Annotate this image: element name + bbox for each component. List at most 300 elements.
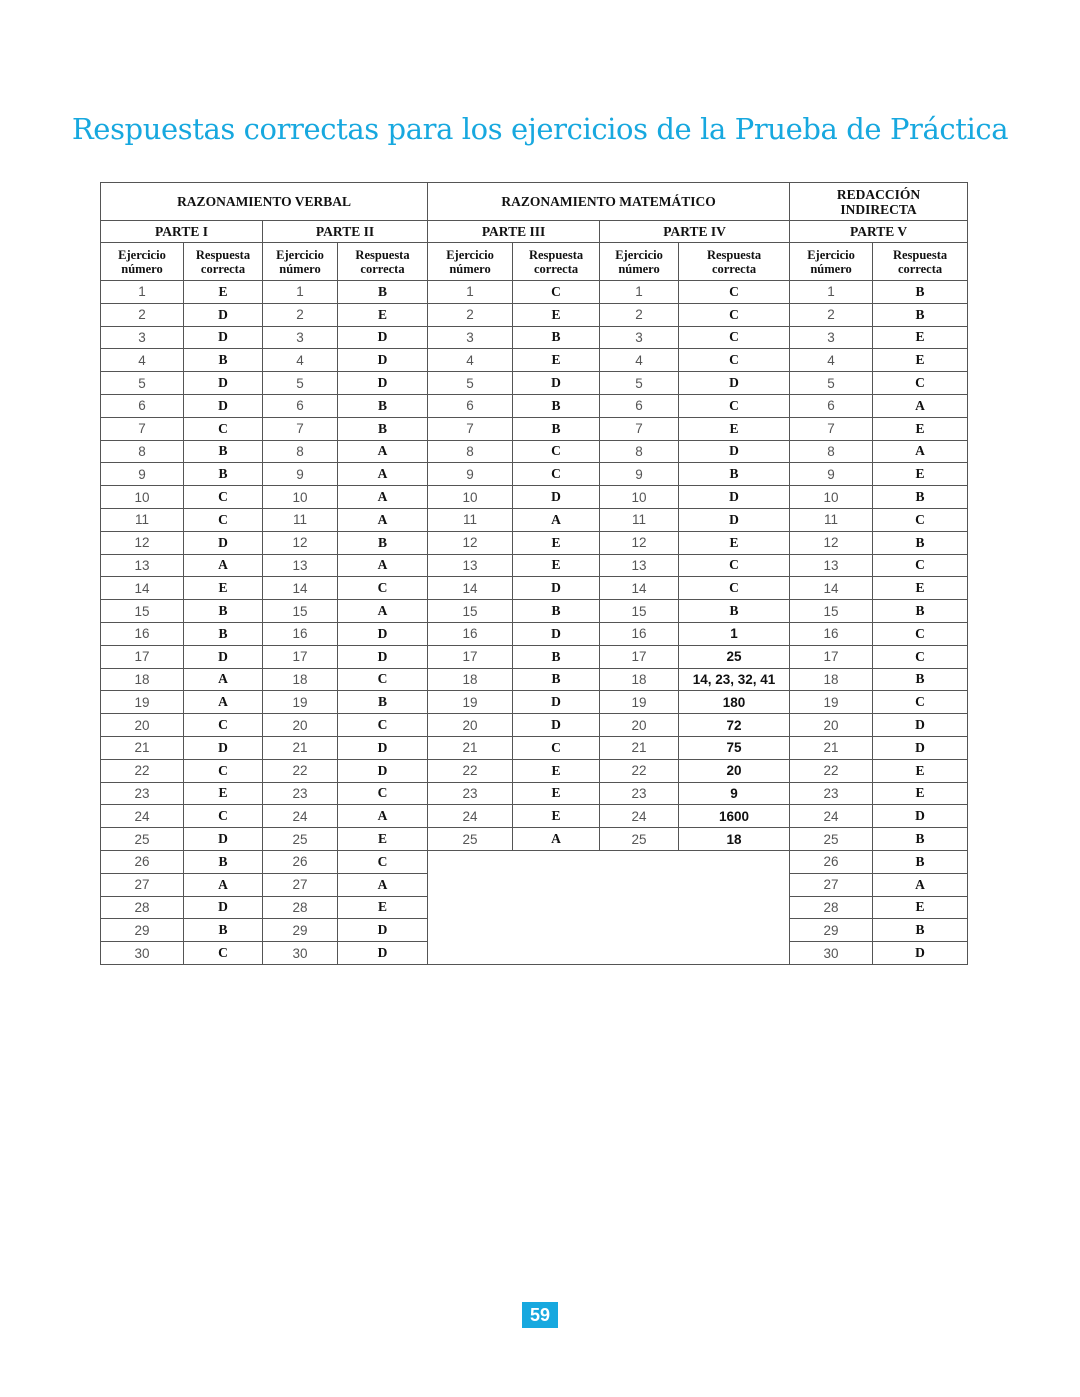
exercise-number: 2 xyxy=(600,303,679,326)
exercise-number: 19 xyxy=(600,691,679,714)
table-row xyxy=(101,668,968,691)
correct-answer: C xyxy=(873,508,968,531)
correct-answer: E xyxy=(513,759,600,782)
exercise-number: 29 xyxy=(790,919,873,942)
exercise-number: 3 xyxy=(263,326,338,349)
table-row xyxy=(101,600,968,623)
correct-answer: A xyxy=(338,440,428,463)
correct-answer: C xyxy=(873,645,968,668)
exercise-number: 27 xyxy=(263,873,338,896)
exercise-number: 9 xyxy=(790,463,873,486)
correct-answer: C xyxy=(679,394,790,417)
exercise-number: 18 xyxy=(790,668,873,691)
table-row xyxy=(101,486,968,509)
correct-answer: D xyxy=(513,372,600,395)
exercise-number: 25 xyxy=(790,828,873,851)
correct-answer: C xyxy=(513,463,600,486)
exercise-number: 15 xyxy=(790,600,873,623)
table-row xyxy=(101,645,968,668)
column-header-correct-answer: Respuesta correcta xyxy=(513,243,600,281)
exercise-number: 24 xyxy=(790,805,873,828)
exercise-number: 30 xyxy=(101,942,184,965)
part-header-3: PARTE III xyxy=(428,221,600,243)
exercise-number: 22 xyxy=(428,759,513,782)
exercise-number: 22 xyxy=(600,759,679,782)
correct-answer: D xyxy=(513,622,600,645)
exercise-number: 19 xyxy=(263,691,338,714)
correct-answer: D xyxy=(184,303,263,326)
exercise-number: 5 xyxy=(600,372,679,395)
correct-answer: C xyxy=(679,303,790,326)
correct-answer: B xyxy=(338,691,428,714)
correct-answer: C xyxy=(338,782,428,805)
correct-answer: D xyxy=(184,896,263,919)
exercise-number: 5 xyxy=(263,372,338,395)
exercise-number: 14 xyxy=(428,577,513,600)
exercise-number: 25 xyxy=(263,828,338,851)
exercise-number: 7 xyxy=(790,417,873,440)
correct-answer: A xyxy=(873,394,968,417)
exercise-number: 28 xyxy=(101,896,184,919)
correct-answer: B xyxy=(338,531,428,554)
column-header-exercise-number: Ejercicio número xyxy=(428,243,513,281)
exercise-number: 9 xyxy=(600,463,679,486)
exercise-number: 25 xyxy=(600,828,679,851)
exercise-number: 6 xyxy=(101,394,184,417)
correct-answer: E xyxy=(513,303,600,326)
correct-answer: B xyxy=(513,668,600,691)
correct-answer: A xyxy=(184,554,263,577)
exercise-number: 22 xyxy=(101,759,184,782)
correct-answer: B xyxy=(184,440,263,463)
exercise-number: 13 xyxy=(600,554,679,577)
exercise-number: 10 xyxy=(263,486,338,509)
exercise-number: 26 xyxy=(263,850,338,873)
column-header-correct-answer: Respuesta correcta xyxy=(873,243,968,281)
correct-answer: E xyxy=(873,759,968,782)
correct-answer: C xyxy=(679,349,790,372)
column-header-row xyxy=(101,243,968,281)
correct-answer: C xyxy=(873,622,968,645)
exercise-number: 9 xyxy=(101,463,184,486)
exercise-number: 7 xyxy=(600,417,679,440)
table-row xyxy=(101,714,968,737)
column-header-correct-answer: Respuesta correcta xyxy=(338,243,428,281)
correct-answer: 9 xyxy=(679,782,790,805)
exercise-number: 28 xyxy=(790,896,873,919)
correct-answer: E xyxy=(513,349,600,372)
correct-answer: C xyxy=(184,417,263,440)
exercise-number: 3 xyxy=(101,326,184,349)
exercise-number: 10 xyxy=(428,486,513,509)
group-header-math: RAZONAMIENTO MATEMÁTICO xyxy=(428,183,790,221)
correct-answer: B xyxy=(873,531,968,554)
exercise-number: 4 xyxy=(790,349,873,372)
exercise-number: 17 xyxy=(101,645,184,668)
exercise-number: 15 xyxy=(428,600,513,623)
exercise-number: 1 xyxy=(428,281,513,304)
exercise-number: 1 xyxy=(600,281,679,304)
exercise-number: 14 xyxy=(790,577,873,600)
correct-answer: C xyxy=(338,577,428,600)
column-header-exercise-number: Ejercicio número xyxy=(263,243,338,281)
correct-answer: 14, 23, 32, 41 xyxy=(679,668,790,691)
column-header-exercise-number: Ejercicio número xyxy=(600,243,679,281)
correct-answer: B xyxy=(873,850,968,873)
exercise-number: 30 xyxy=(790,942,873,965)
table-row xyxy=(101,782,968,805)
exercise-number: 27 xyxy=(101,873,184,896)
exercise-number: 12 xyxy=(428,531,513,554)
exercise-number: 6 xyxy=(600,394,679,417)
table-row xyxy=(101,691,968,714)
correct-answer: C xyxy=(679,281,790,304)
exercise-number: 25 xyxy=(428,828,513,851)
correct-answer: D xyxy=(679,486,790,509)
exercise-number: 21 xyxy=(790,736,873,759)
exercise-number: 13 xyxy=(263,554,338,577)
exercise-number: 20 xyxy=(790,714,873,737)
exercise-number: 24 xyxy=(101,805,184,828)
column-header-exercise-number: Ejercicio número xyxy=(790,243,873,281)
exercise-number: 18 xyxy=(428,668,513,691)
exercise-number: 9 xyxy=(428,463,513,486)
exercise-number: 2 xyxy=(790,303,873,326)
column-header-exercise-number: Ejercicio número xyxy=(101,243,184,281)
correct-answer: D xyxy=(513,714,600,737)
exercise-number: 7 xyxy=(101,417,184,440)
correct-answer: B xyxy=(338,281,428,304)
exercise-number: 14 xyxy=(101,577,184,600)
correct-answer: 72 xyxy=(679,714,790,737)
correct-answer: B xyxy=(184,463,263,486)
exercise-number: 26 xyxy=(790,850,873,873)
exercise-number: 3 xyxy=(790,326,873,349)
correct-answer: E xyxy=(679,531,790,554)
table-row xyxy=(101,850,968,873)
exercise-number: 23 xyxy=(263,782,338,805)
exercise-number: 3 xyxy=(600,326,679,349)
exercise-number: 19 xyxy=(101,691,184,714)
correct-answer: A xyxy=(338,805,428,828)
correct-answer: D xyxy=(679,440,790,463)
correct-answer: C xyxy=(338,850,428,873)
correct-answer: B xyxy=(338,417,428,440)
correct-answer: D xyxy=(338,349,428,372)
exercise-number: 11 xyxy=(790,508,873,531)
correct-answer: E xyxy=(873,463,968,486)
correct-answer: D xyxy=(184,394,263,417)
correct-answer: D xyxy=(338,645,428,668)
exercise-number: 18 xyxy=(263,668,338,691)
part-header-5: PARTE V xyxy=(790,221,968,243)
table-row xyxy=(101,372,968,395)
exercise-number: 28 xyxy=(263,896,338,919)
group-header-verbal: RAZONAMIENTO VERBAL xyxy=(101,183,428,221)
correct-answer: B xyxy=(873,600,968,623)
correct-answer: E xyxy=(873,782,968,805)
correct-answer: E xyxy=(338,828,428,851)
table-row xyxy=(101,326,968,349)
exercise-number: 9 xyxy=(263,463,338,486)
correct-answer: C xyxy=(338,668,428,691)
exercise-number: 26 xyxy=(101,850,184,873)
correct-answer: A xyxy=(338,463,428,486)
exercise-number: 1 xyxy=(790,281,873,304)
correct-answer: D xyxy=(184,736,263,759)
table-row xyxy=(101,281,968,304)
exercise-number: 30 xyxy=(263,942,338,965)
correct-answer: D xyxy=(184,326,263,349)
correct-answer: E xyxy=(513,554,600,577)
exercise-number: 13 xyxy=(428,554,513,577)
part-header-4: PARTE IV xyxy=(600,221,790,243)
correct-answer: D xyxy=(873,805,968,828)
correct-answer: E xyxy=(184,782,263,805)
correct-answer: B xyxy=(679,463,790,486)
correct-answer: D xyxy=(873,736,968,759)
exercise-number: 16 xyxy=(600,622,679,645)
exercise-number: 5 xyxy=(101,372,184,395)
correct-answer: E xyxy=(873,896,968,919)
page-title: Respuestas correctas para los ejercicios de la Prueba de Práctica xyxy=(71,112,1009,146)
exercise-number: 11 xyxy=(600,508,679,531)
correct-answer: A xyxy=(513,508,600,531)
exercise-number: 15 xyxy=(101,600,184,623)
exercise-number: 24 xyxy=(428,805,513,828)
correct-answer: E xyxy=(873,577,968,600)
exercise-number: 22 xyxy=(790,759,873,782)
correct-answer: 1600 xyxy=(679,805,790,828)
exercise-number: 17 xyxy=(263,645,338,668)
exercise-number: 14 xyxy=(263,577,338,600)
correct-answer: C xyxy=(184,508,263,531)
correct-answer: A xyxy=(184,691,263,714)
exercise-number: 19 xyxy=(790,691,873,714)
correct-answer: B xyxy=(873,828,968,851)
exercise-number: 10 xyxy=(790,486,873,509)
exercise-number: 4 xyxy=(600,349,679,372)
exercise-number: 16 xyxy=(101,622,184,645)
correct-answer: 20 xyxy=(679,759,790,782)
correct-answer: A xyxy=(338,486,428,509)
exercise-number: 6 xyxy=(790,394,873,417)
exercise-number: 6 xyxy=(263,394,338,417)
table-row xyxy=(101,463,968,486)
correct-answer: E xyxy=(679,417,790,440)
exercise-number: 19 xyxy=(428,691,513,714)
correct-answer: B xyxy=(679,600,790,623)
exercise-number: 11 xyxy=(428,508,513,531)
exercise-number: 22 xyxy=(263,759,338,782)
correct-answer: 1 xyxy=(679,622,790,645)
column-header-correct-answer: Respuesta correcta xyxy=(679,243,790,281)
table-row xyxy=(101,508,968,531)
exercise-number: 17 xyxy=(428,645,513,668)
correct-answer: D xyxy=(338,372,428,395)
exercise-number: 6 xyxy=(428,394,513,417)
exercise-number: 18 xyxy=(101,668,184,691)
correct-answer: C xyxy=(513,736,600,759)
exercise-number: 12 xyxy=(790,531,873,554)
correct-answer: 18 xyxy=(679,828,790,851)
exercise-number: 8 xyxy=(101,440,184,463)
correct-answer: C xyxy=(679,577,790,600)
correct-answer: C xyxy=(873,554,968,577)
correct-answer: B xyxy=(338,394,428,417)
correct-answer: B xyxy=(184,600,263,623)
exercise-number: 2 xyxy=(428,303,513,326)
exercise-number: 12 xyxy=(101,531,184,554)
table-row xyxy=(101,805,968,828)
correct-answer: C xyxy=(873,372,968,395)
exercise-number: 13 xyxy=(790,554,873,577)
exercise-number: 12 xyxy=(600,531,679,554)
answer-rows xyxy=(101,281,968,965)
correct-answer: E xyxy=(338,896,428,919)
table-row xyxy=(101,440,968,463)
exercise-number: 17 xyxy=(600,645,679,668)
correct-answer: D xyxy=(513,486,600,509)
exercise-number: 8 xyxy=(263,440,338,463)
correct-answer: D xyxy=(873,714,968,737)
exercise-number: 4 xyxy=(263,349,338,372)
exercise-number: 7 xyxy=(428,417,513,440)
exercise-number: 4 xyxy=(428,349,513,372)
correct-answer: C xyxy=(184,942,263,965)
correct-answer: A xyxy=(338,873,428,896)
correct-answer: E xyxy=(513,805,600,828)
exercise-number: 21 xyxy=(600,736,679,759)
correct-answer: B xyxy=(513,600,600,623)
exercise-number: 23 xyxy=(428,782,513,805)
correct-answer: D xyxy=(338,736,428,759)
exercise-number: 2 xyxy=(263,303,338,326)
correct-answer: D xyxy=(184,372,263,395)
exercise-number: 11 xyxy=(101,508,184,531)
exercise-number: 10 xyxy=(101,486,184,509)
exercise-number: 24 xyxy=(600,805,679,828)
exercise-number: 21 xyxy=(428,736,513,759)
exercise-number: 16 xyxy=(263,622,338,645)
correct-answer: D xyxy=(184,531,263,554)
correct-answer: C xyxy=(184,805,263,828)
exercise-number: 12 xyxy=(263,531,338,554)
correct-answer: B xyxy=(513,326,600,349)
correct-answer: B xyxy=(873,303,968,326)
exercise-number: 2 xyxy=(101,303,184,326)
correct-answer: 75 xyxy=(679,736,790,759)
correct-answer: C xyxy=(513,440,600,463)
table-row xyxy=(101,531,968,554)
correct-answer: E xyxy=(513,531,600,554)
correct-answer: C xyxy=(184,714,263,737)
exercise-number: 21 xyxy=(263,736,338,759)
correct-answer: E xyxy=(184,281,263,304)
exercise-number: 25 xyxy=(101,828,184,851)
answer-key-table xyxy=(100,182,968,965)
exercise-number: 16 xyxy=(790,622,873,645)
correct-answer: C xyxy=(873,691,968,714)
exercise-number: 21 xyxy=(101,736,184,759)
exercise-number: 5 xyxy=(790,372,873,395)
exercise-number: 17 xyxy=(790,645,873,668)
exercise-number: 4 xyxy=(101,349,184,372)
correct-answer: B xyxy=(513,417,600,440)
correct-answer: D xyxy=(338,326,428,349)
group-header-writing: REDACCIÓN INDIRECTA xyxy=(790,183,968,221)
correct-answer: D xyxy=(513,691,600,714)
table-row xyxy=(101,349,968,372)
exercise-number: 23 xyxy=(600,782,679,805)
empty-area xyxy=(428,850,790,964)
exercise-number: 14 xyxy=(600,577,679,600)
exercise-number: 10 xyxy=(600,486,679,509)
correct-answer: B xyxy=(873,281,968,304)
table-row xyxy=(101,622,968,645)
correct-answer: E xyxy=(873,417,968,440)
exercise-number: 29 xyxy=(101,919,184,942)
correct-answer: D xyxy=(338,919,428,942)
exercise-number: 24 xyxy=(263,805,338,828)
correct-answer: B xyxy=(873,919,968,942)
column-header-correct-answer: Respuesta correcta xyxy=(184,243,263,281)
correct-answer: B xyxy=(184,919,263,942)
exercise-number: 20 xyxy=(428,714,513,737)
page-number: 59 xyxy=(522,1302,558,1328)
correct-answer: C xyxy=(679,554,790,577)
correct-answer: D xyxy=(873,942,968,965)
correct-answer: E xyxy=(338,303,428,326)
correct-answer: C xyxy=(338,714,428,737)
correct-answer: A xyxy=(184,873,263,896)
correct-answer: B xyxy=(513,645,600,668)
table-row xyxy=(101,577,968,600)
exercise-number: 8 xyxy=(600,440,679,463)
exercise-number: 1 xyxy=(101,281,184,304)
exercise-number: 29 xyxy=(263,919,338,942)
exercise-number: 15 xyxy=(263,600,338,623)
exercise-number: 18 xyxy=(600,668,679,691)
correct-answer: A xyxy=(873,440,968,463)
exercise-number: 11 xyxy=(263,508,338,531)
table-row xyxy=(101,554,968,577)
correct-answer: D xyxy=(338,942,428,965)
table-row xyxy=(101,394,968,417)
correct-answer: B xyxy=(184,850,263,873)
correct-answer: A xyxy=(873,873,968,896)
correct-answer: B xyxy=(184,622,263,645)
exercise-number: 15 xyxy=(600,600,679,623)
correct-answer: D xyxy=(338,622,428,645)
correct-answer: E xyxy=(873,349,968,372)
exercise-number: 8 xyxy=(428,440,513,463)
correct-answer: A xyxy=(338,554,428,577)
exercise-number: 27 xyxy=(790,873,873,896)
exercise-number: 23 xyxy=(790,782,873,805)
correct-answer: E xyxy=(184,577,263,600)
exercise-number: 7 xyxy=(263,417,338,440)
correct-answer: C xyxy=(184,759,263,782)
exercise-number: 23 xyxy=(101,782,184,805)
exercise-number: 20 xyxy=(600,714,679,737)
correct-answer: D xyxy=(338,759,428,782)
correct-answer: C xyxy=(184,486,263,509)
correct-answer: E xyxy=(513,782,600,805)
correct-answer: 25 xyxy=(679,645,790,668)
exercise-number: 16 xyxy=(428,622,513,645)
exercise-number: 5 xyxy=(428,372,513,395)
